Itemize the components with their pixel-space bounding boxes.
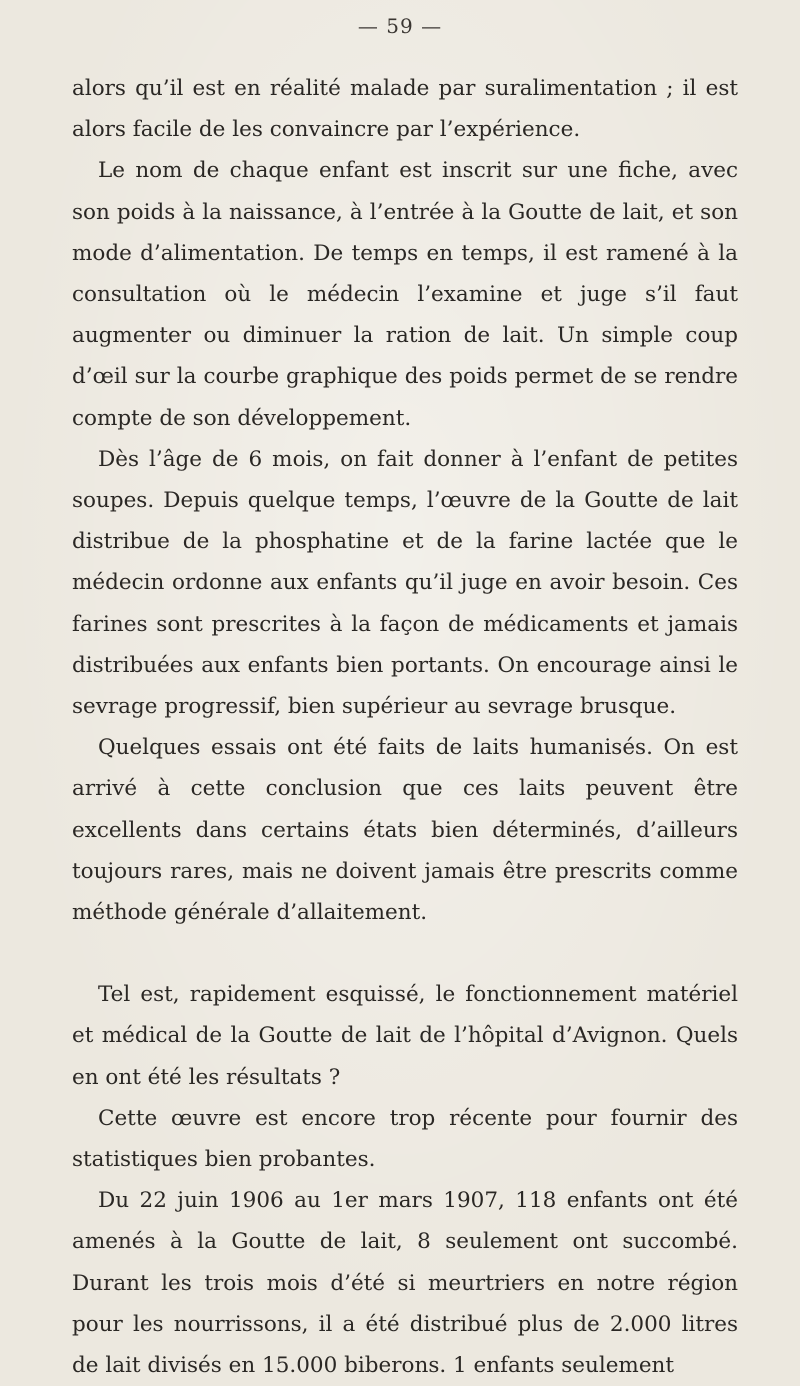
section-break [72, 933, 738, 974]
paragraph-4: Quelques essais ont été faits de laits humanisés. On est arrivé à cette conclusion que ces laits peuvent être excellents dans certains états bien déterminés, d’ailleurs toujours rares, mais ne doivent jamais être prescrits comme méthode générale d’allaitement. [72, 735, 738, 926]
paragraph-6: Cette œuvre est encore trop récente pour fournir des statistiques bien probantes. [72, 1105, 738, 1173]
body-text [72, 68, 738, 1386]
paragraph-7: Du 22 juin 1906 au 1er mars 1907, 118 enfants ont été amenés à la Goutte de lait, 8 seulement ont succombé. Durant les trois mois d’été si meurtriers en notre région pour les nourrissons, il a été distribué plus de 2.000 litres de lait divisés en 15.000 biberons. 1 enfants seulement [72, 1188, 738, 1379]
paragraph-2: Le nom de chaque enfant est inscrit sur une fiche, avec son poids à la naissance, à l’entrée à la Goutte de lait, et son mode d’alimentation. De temps en temps, il est ramené à la consultation où le médecin l’examine et juge s’il faut augmenter ou diminuer la ration de lait. Un simple coup d’œil sur la courbe graphique des poids permet de se rendre compte de son développement. [72, 158, 738, 431]
paragraph-5: Tel est, rapidement esquissé, le fonctionnement matériel et médical de la Goutte de lait de l’hôpital d’Avignon. Quels en ont été les résultats ? [72, 982, 738, 1090]
paragraph-1: alors qu’il est en réalité malade par suralimentation ; il est alors facile de les convaincre par l’expérience. [72, 76, 738, 143]
paragraph-3: Dès l’âge de 6 mois, on fait donner à l’enfant de petites soupes. Depuis quelque temps, l’œuvre de la Goutte de lait distribue de la phosphatine et de la farine lactée que le médecin ordonne aux enfants qu’il juge en avoir besoin. Ces farines sont prescrites à la façon de médicaments et jamais distribuées aux enfants bien portants. On encourage ainsi le sevrage progressif, bien supérieur au sevrage brusque. [72, 446, 738, 720]
page-number: — 59 — [357, 14, 443, 38]
